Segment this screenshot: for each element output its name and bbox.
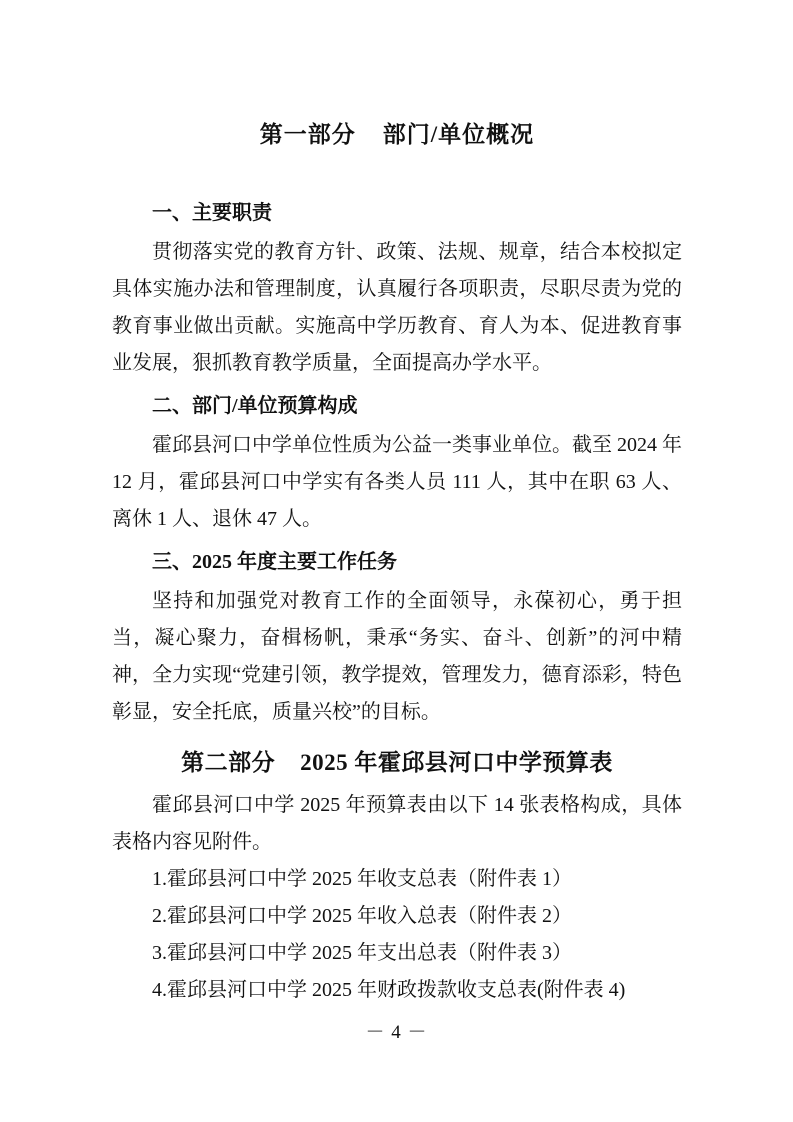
section-heading-annual-tasks: 三、2025 年度主要工作任务	[152, 550, 397, 573]
list-item: 2.霍邱县河口中学 2025 年收入总表（附件表 2）	[152, 905, 572, 928]
section-text-budget-composition: 霍邱县河口中学单位性质为公益一类事业单位。截至 2024 年 12 月，霍邱县河口中学实有各类人员 111 人，其中在职 63 人、离休 1 人、退休 47 人。	[112, 433, 682, 530]
list-item: 3.霍邱县河口中学 2025 年支出总表（附件表 3）	[152, 942, 572, 965]
section-heading-main-duties: 一、主要职责	[152, 201, 272, 224]
part-two-heading: 第二部分 2025 年霍邱县河口中学预算表	[181, 749, 613, 775]
list-item: 1.霍邱县河口中学 2025 年收支总表（附件表 1）	[152, 868, 572, 891]
section-text-annual-tasks: 坚持和加强党对教育工作的全面领导，永葆初心，勇于担当，凝心聚力，奋楫杨帆，秉承“务实、奋斗、创新”的河中精神，全力实现“党建引领，教学提效，管理发力，德育添彩，特色彰显，安全托底，质量兴校”的目标。	[112, 589, 682, 723]
section-text-main-duties: 贯彻落实党的教育方针、政策、法规、规章，结合本校拟定具体实施办法和管理制度，认真履行各项职责，尽职尽责为党的教育事业做出贡献。实施高中学历教育、育人为本、促进教育事业发展，狠抓教育教学质量，全面提高办学水平。	[112, 240, 682, 374]
document-body	[112, 118, 682, 1009]
part-one-heading: 第一部分 部门/单位概况	[259, 122, 535, 147]
list-item: 4.霍邱县河口中学 2025 年财政拨款收支总表(附件表 4)	[152, 979, 626, 1002]
section-heading-budget-composition: 二、部门/单位预算构成	[152, 394, 358, 417]
part-two-intro-text: 霍邱县河口中学 2025 年预算表由以下 14 张表格构成，具体表格内容见附件。	[112, 794, 682, 854]
page-number: － 4 －	[365, 1022, 428, 1043]
